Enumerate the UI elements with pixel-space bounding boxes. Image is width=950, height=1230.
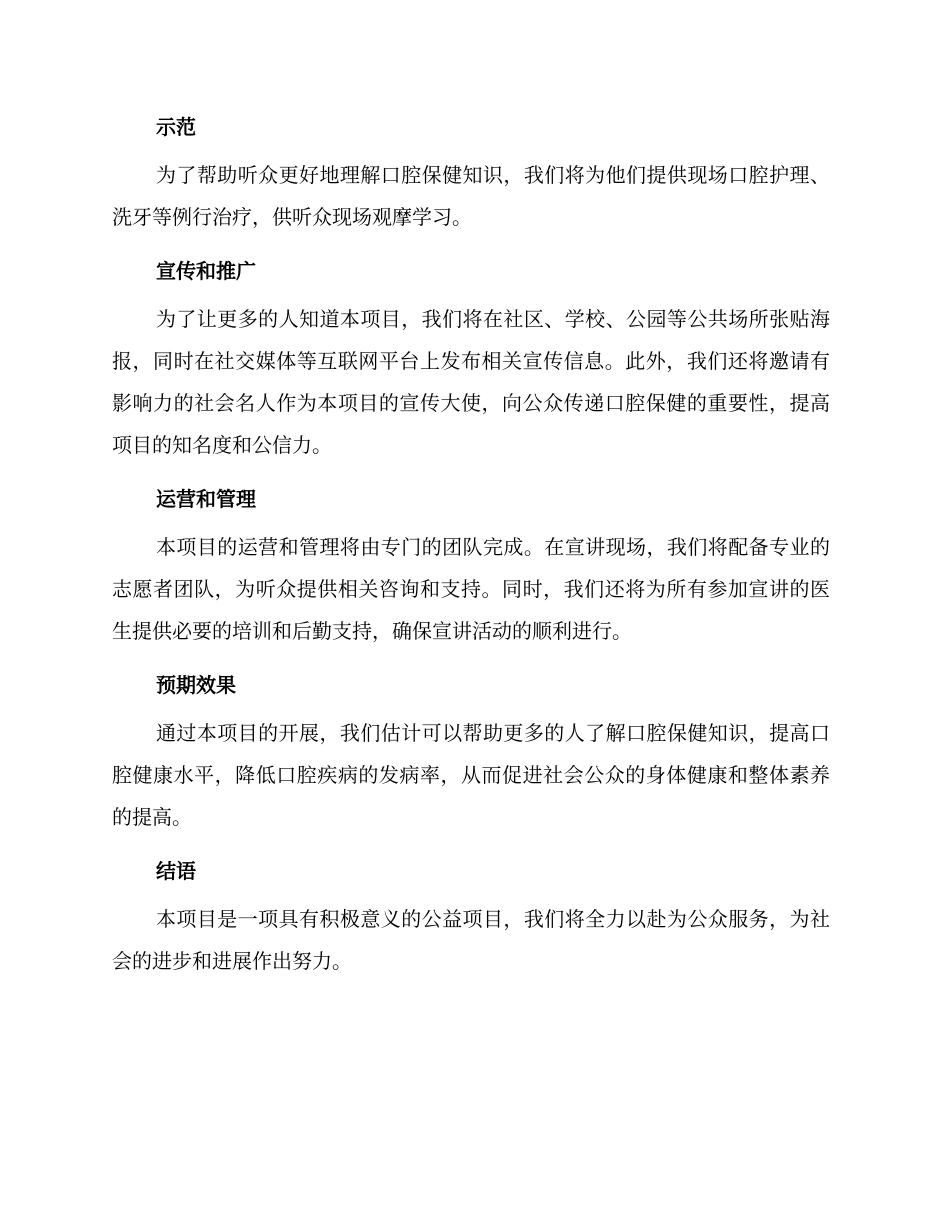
section-heading: 运营和管理 — [156, 487, 256, 511]
section-promotion — [112, 254, 830, 466]
section-demonstration — [112, 110, 830, 238]
section-conclusion — [112, 854, 830, 982]
section-paragraph: 为了帮助听众更好地理解口腔保健知识，我们将为他们提供现场口腔护理、洗牙等例行治疗，供听众现场观摩学习。 — [112, 163, 830, 229]
section-paragraph: 本项目是一项具有积极意义的公益项目，我们将全力以赴为公众服务，为社会的进步和进展作出努力。 — [112, 907, 830, 973]
section-paragraph: 为了让更多的人知道本项目，我们将在社区、学校、公园等公共场所张贴海报，同时在社交媒体等互联网平台上发布相关宣传信息。此外，我们还将邀请有影响力的社会名人作为本项目的宣传大使，向公众传递口腔保健的重要性，提高项目的知名度和公信力。 — [112, 307, 830, 457]
section-heading: 预期效果 — [156, 673, 236, 697]
section-heading: 示范 — [156, 115, 196, 139]
section-paragraph: 本项目的运营和管理将由专门的团队完成。在宣讲现场，我们将配备专业的志愿者团队，为听众提供相关咨询和支持。同时，我们还将为所有参加宣讲的医生提供必要的培训和后勤支持，确保宣讲活动的顺利进行。 — [112, 535, 830, 643]
section-heading: 宣传和推广 — [156, 259, 256, 283]
section-expected-results — [112, 668, 830, 838]
section-operations — [112, 482, 830, 652]
section-heading: 结语 — [156, 859, 196, 883]
section-paragraph: 通过本项目的开展，我们估计可以帮助更多的人了解口腔保健知识，提高口腔健康水平，降低口腔疾病的发病率，从而促进社会公众的身体健康和整体素养的提高。 — [112, 721, 830, 829]
